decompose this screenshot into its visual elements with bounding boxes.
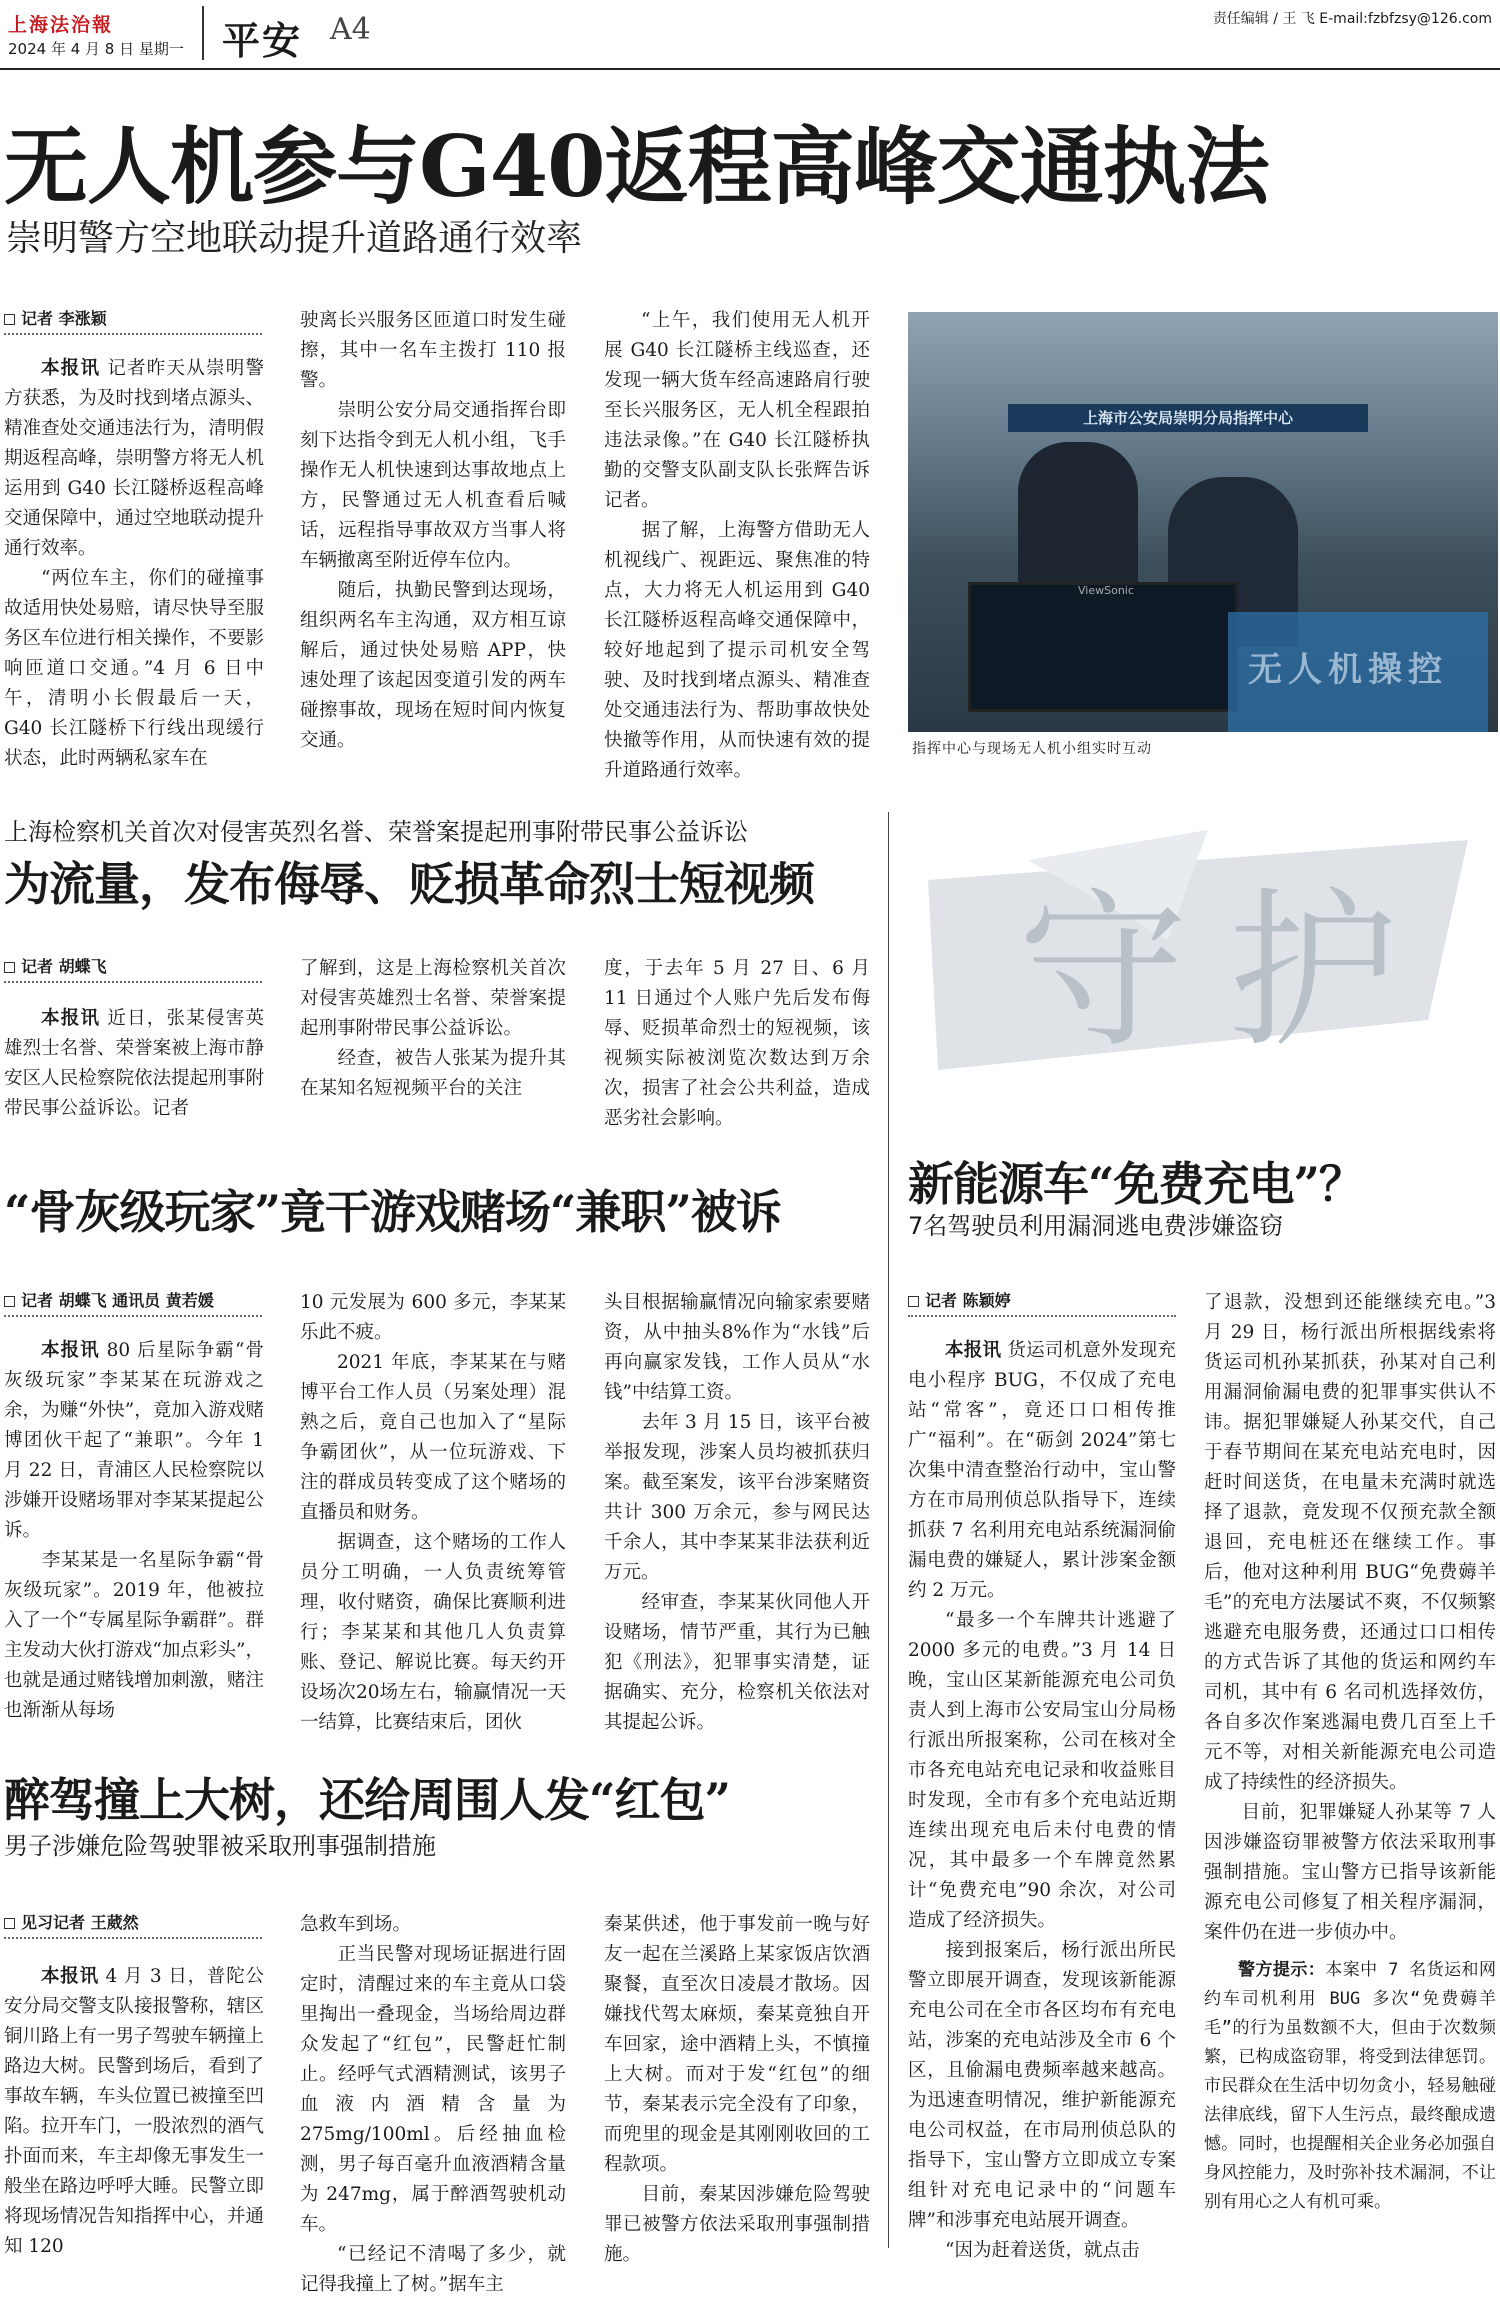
story4-col-3: 秦某供述，他于事发前一晚与好友一起在兰溪路上某家饭店饮酒聚餐，直至次日凌晨才散场。因嫌找代驾太麻烦，秦某竟独自开车回家，途中酒精上头，不慎撞上大树。而对于发“红包”的细节，秦某表示完全没有了印象，而兜里的现金是其刚刚收回的工程款项。 目前，秦某因涉嫌危险驾驶罪已被警方依法采取刑事强制措施。 xyxy=(604,1914,870,2265)
story2-col-3: 度，于去年 5 月 27 日、6 月 11 日通过个人账户先后发布侮辱、贬损革命烈士的短视频，该视频实际被浏览次数达到万余次，损害了社会公共利益，造成恶劣社会影响。 xyxy=(604,958,870,1129)
story5-col-2: 了退款，没想到还能继续充电。”3 月 29 日，杨行派出所根据线索将货运司机孙某抓获，孙某对自己利用漏洞偷漏电费的犯罪事实供认不讳。据犯罪嫌疑人孙某交代，自己于春节期间在某充电站充电时，因赶时间送货，在电量未充满时就选择了退款，竟发现不仅预充款全额退回，充电桩还在继续工作。事后，他对这种利用 BUG“免费薅羊毛”的充电方法屡试不爽，不仅频繁逃避充电服务费，还通过口口相传的方式告诉了其他的货运和网约车司机，其中有 6 名司机选择效仿，各自多次作案逃漏电费几百至上千元不等，对相关新能源充电公司造成了持续性的经济损失。 目前，犯罪嫌疑人孙某等 7 人因涉嫌盗窃罪被警方依法采取刑事强制措施。宝山警方已指导该新能源充电公司修复了相关程序漏洞，案件仍在进一步侦办中。 xyxy=(1204,1292,1496,1943)
photo-monitor xyxy=(968,582,1238,712)
story4-col-2: 急救车到场。 正当民警对现场证据进行固定时，清醒过来的车主竟从口袋里掏出一叠现金，当场给周边群众发起了“红包”，民警赶忙制止。经呼气式酒精测试，该男子血液内酒精含量为 275mg/100ml。后经抽血检测，男子每百毫升血液酒精含量为 247mg，属于醉酒驾驶机动车。 “已经记不清喝了多少，就记得我撞上了树。”据车主 xyxy=(300,1914,566,2295)
editor-info: 责任编辑 / 王 飞 E-mail:fzbfzsy@126.com xyxy=(1212,11,1492,27)
story2-byline-text: 记者 胡蝶飞 xyxy=(21,957,107,976)
story3-byline-text: 记者 胡蝶飞 通讯员 黄若媛 xyxy=(21,1291,214,1310)
page-number: A4 xyxy=(330,12,371,47)
photo-monitor-brand: ViewSonic xyxy=(1078,584,1134,597)
story4-headline: 醉驾撞上大树，还给周围人发“红包” xyxy=(4,1773,730,1827)
section-name: 平安 xyxy=(222,19,303,63)
police-tips-label: 警方提示： xyxy=(1238,1960,1326,1980)
story4-subheadline: 男子涉嫌危险驾驶罪被采取刑事强制措施 xyxy=(4,1832,436,1860)
photo-banner: 上海市公安局崇明分局指挥中心 xyxy=(1008,404,1368,432)
story2-col-2: 了解到，这是上海检察机关首次对侵害英雄烈士名誉、荣誉案提起刑事附带民事公益诉讼。 经查，被告人张某为提升其在某知名短视频平台的关注 xyxy=(300,958,566,1099)
photo-caption: 指挥中心与现场无人机小组实时互动 xyxy=(912,741,1152,757)
police-tips-text: 本案中 7 名货运和网约车司机利用 BUG 多次“免费薅羊毛”的行为虽数额不大，但由于次数频繁，已构成盗窃罪，将受到法律惩罚。市民群众在生活中切勿贪小，轻易触碰法律底线，留下人生污点，最终酿成遗憾。同时，也提醒相关企业务必加强自身风控能力，及时弥补技术漏洞，不让别有用心之人有机可乘。 xyxy=(1204,1960,1496,2212)
lead-col-2: 驶离长兴服务区匝道口时发生碰擦，其中一名车主拨打 110 报警。 崇明公安分局交通指挥台即刻下达指令到无人机小组，飞手操作无人机快速到达事故地点上方，民警通过无人机查看后喊话，远程指导事故双方当事人将车辆撤离至附近停车位内。 随后，执勤民警到达现场，组织两名车主沟通，双方相互谅解后，通过快处易赔 APP，快速处理了该起因变道引发的两车碰擦事故，现场在短时间内恢复交通。 xyxy=(300,310,566,751)
story2-col-1: 本报讯 近日，张某侵害英雄烈士名誉、荣誉案被上海市静安区人民检察院依法提起刑事附带民事公益诉讼。记者 xyxy=(4,1008,264,1119)
story3-col-1: 本报讯 80 后星际争霸“骨灰级玩家”李某某在玩游戏之余，为赚“外快”，竟加入游戏赌博团伙干起了“兼职”。今年 1 月 22 日，青浦区人民检察院以涉嫌开设赌场罪对李某某提起公诉。 李某某是一名星际争霸“骨灰级玩家”。2019 年，他被拉入了一个“专属星际争霸群”。群主发动大伙打游戏“加点彩头”，也就是通过赌钱增加刺激，赌注也渐渐从每场 xyxy=(4,1340,264,1721)
story5-byline-text: 记者 陈颖婷 xyxy=(925,1291,1011,1310)
story3-headline: “骨灰级玩家”竟干游戏赌场“兼职”被诉 xyxy=(4,1185,781,1239)
lead-col-3: “上午，我们使用无人机开展 G40 长江隧桥主线巡查，还发现一辆大货车经高速路肩行驶至长兴服务区，无人机全程跟拍违法录像。”在 G40 长江隧桥执勤的交警支队副支队长张辉告诉记者。 据了解，上海警方借助无人机视线广、视距远、聚焦准的特点，大力将无人机运用到 G40 长江隧桥返程高峰交通保障中，较好地起到了提示司机安全驾驶、及时找到堵点源头、精准查处交通违法行为、帮助事故快处快撤等作用，从而快速有效的提升道路通行效率。 xyxy=(604,310,870,781)
story4-col-1: 本报讯 4 月 3 日，普陀公安分局交警支队接报警称，辖区铜川路上有一男子驾驶车辆撞上路边大树。民警到场后，看到了事故车辆，车头位置已被撞至凹陷。拉开车门，一股浓烈的酒气扑面而来，车主却像无事发生一般坐在路边呼呼大睡。民警立即将现场情况告知指挥中心，并通知 120 xyxy=(4,1966,264,2257)
byline-box-icon xyxy=(4,1918,15,1929)
story5-headline: 新能源车“免费充电”？ xyxy=(908,1157,1364,1211)
story4-byline-text: 见习记者 王葳然 xyxy=(21,1913,139,1932)
photo-screen xyxy=(1228,612,1488,732)
lead-photo xyxy=(908,312,1498,732)
byline-box-icon xyxy=(4,1296,15,1307)
byline-box-icon xyxy=(4,314,15,325)
story3-byline xyxy=(4,1288,262,1317)
lead-byline-text: 记者 李涨颖 xyxy=(21,309,107,328)
issue-date: 2024 年 4 月 8 日 星期一 xyxy=(8,40,184,58)
header-separator xyxy=(202,6,204,60)
photo-screen-text: 无人机操控 xyxy=(1248,650,1448,690)
police-tips xyxy=(1204,1956,1496,2248)
column-divider xyxy=(888,812,889,2248)
story5-byline xyxy=(908,1288,1176,1317)
story3-col-2: 10 元发展为 600 多元，李某某乐此不疲。 2021 年底，李某某在与赌博平台工作人员（另案处理）混熟之后，竟自己也加入了“星际争霸团伙”，从一位玩游戏、下注的群成员转变成了这个赌场的直播员和财务。 据调查，这个赌场的工作人员分工明确，一人负责统筹管理，收付赌资，确保比赛顺利进行；李某某和其他几人负责算账、登记、解说比赛。每天约开设场次20场左右，输赢情况一天一结算，比赛结束后，团伙 xyxy=(300,1292,566,1733)
story2-byline xyxy=(4,954,262,983)
story3-col-3: 头目根据输赢情况向输家索要赌资，从中抽头8%作为“水钱”后再向赢家发钱，工作人员从“水钱”中结算工资。 去年 3 月 15 日，该平台被举报发现，涉案人员均被抓获归案。截至案发，该平台涉案赌资共计 300 万余元，参与网民达千余人，其中李某某非法获利近万元。 经审查，李某某伙同他人开设赌场，情节严重，其行为已触犯《刑法》，犯罪事实清楚，证据确实、充分，检察机关依法对其提起公诉。 xyxy=(604,1292,870,1733)
lead-col-1: 本报讯 记者昨天从崇明警方获悉，为及时找到堵点源头、精准查处交通违法行为，清明假期返程高峰，崇明警方将无人机运用到 G40 长江隧桥返程高峰交通保障中，通过空地联动提升通行效率。 “两位车主，你们的碰撞事故适用快处易赔，请尽快导至服务区车位进行相关操作，不要影响匝道口交通。”4 月 6 日中午，清明小长假最后一天，G40 长江隧桥下行线出现缓行状态，此时两辆私家车在 xyxy=(4,358,264,769)
header-rule xyxy=(0,68,1500,70)
lead-byline xyxy=(4,306,262,335)
story2-headline: 为流量，发布侮辱、贬损革命烈士短视频 xyxy=(4,857,814,911)
story5-subheadline: 7名驾驶员利用漏洞逃电费涉嫌盗窃 xyxy=(908,1212,1284,1240)
story2-kicker: 上海检察机关首次对侵害英烈名誉、荣誉案提起刑事附带民事公益诉讼 xyxy=(4,818,748,846)
byline-box-icon xyxy=(908,1296,919,1307)
shouhu-graphic xyxy=(908,820,1498,1120)
byline-box-icon xyxy=(4,962,15,973)
story5-col-1: 本报讯 货运司机意外发现充电小程序 BUG，不仅成了充电站“常客”，竟还口口相传推广“福利”。在“砺剑 2024”第七次集中清查整治行动中，宝山警方在市局刑侦总队指导下，连续抓获 7 名利用充电站系统漏洞偷漏电费的嫌疑人，累计涉案金额约 2 万元。 “最多一个车牌共计逃避了 2000 多元的电费。”3 月 14 日晚，宝山区某新能源充电公司负责人到上海市公安局宝山分局杨行派出所报案称，公司在核对全市各充电站充电记录和收益账目时发现，全市有多个充电站近期连续出现充电后未付电费的情况，其中最多一个车牌竟然累计“免费充电”90 余次，对公司造成了经济损失。 接到报案后，杨行派出所民警立即展开调查，发现该新能源充电公司在全市各区均布有充电站，涉案的充电站涉及全市 6 个区，且偷漏电费频率越来越高。为迅速查明情况，维护新能源充电公司权益，在市局刑侦总队的指导下，宝山警方立即成立专案组针对充电记录中的“问题车牌”和涉事充电站展开调查。 “因为赶着送货，就点击 xyxy=(908,1340,1176,2261)
graphic-text: 守护 xyxy=(1018,873,1439,1071)
lead-headline: 无人机参与G40返程高峰交通执法 xyxy=(4,117,1269,216)
lead-subheadline: 崇明警方空地联动提升道路通行效率 xyxy=(6,218,583,259)
newspaper-logo: 上海法治報 xyxy=(8,14,114,36)
story4-byline xyxy=(4,1910,262,1939)
